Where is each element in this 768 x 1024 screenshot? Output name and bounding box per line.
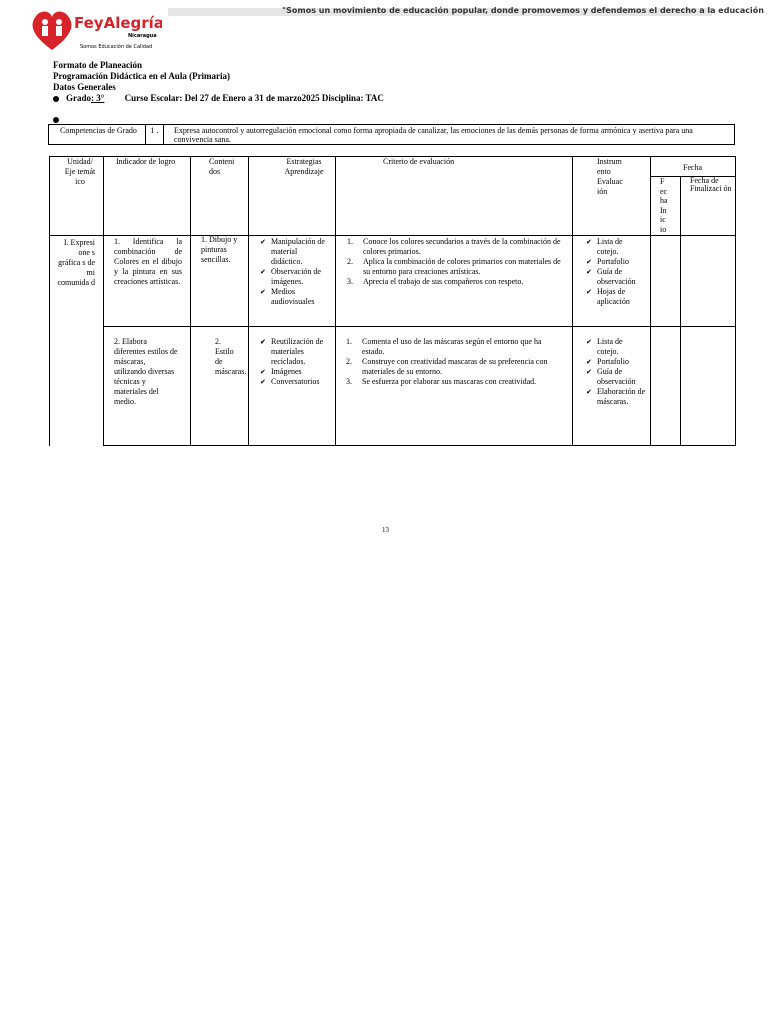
grado-line: Grado: 3° Curso Escolar: Del 27 de Enero a 31 de marzo2025 Disciplina: TAC	[53, 93, 384, 103]
header-unidad: Unidad/ Eje temát ico	[64, 157, 96, 186]
row2-instrumentos: ✔ Lista de cotejo. ✔ Portafolio ✔ Guía de observación ✔ Elaboración de máscaras.	[586, 337, 646, 407]
header-fecha: Fecha	[683, 163, 703, 172]
row1-estrategias: ✔ Manipulación de material didáctico. ✔ Observación de imágenes. ✔ Medios audiovisuales	[260, 237, 330, 307]
row1-contenido: 1. Dibujo y pinturas sencillas.	[201, 235, 238, 264]
row2-estrategias: ✔ Reutilización de materiales reciclados. ✔ Imágenes ✔ Conversatorios	[260, 337, 332, 387]
bullet-icon	[53, 96, 59, 102]
header-indicador: Indicador de logro	[116, 157, 176, 166]
competencia-label: Competencias de Grado	[49, 125, 146, 144]
row1-instrumentos: ✔ Lista de cotejo. ✔ Portafolio ✔ Guía de observación ✔ Hojas de aplicación	[586, 237, 646, 307]
curso-escolar: Curso Escolar: Del 27 de Enero a 31 de marzo2025 Disciplina: TAC	[124, 93, 384, 103]
slogan-text: "Somos un movimiento de educación popular, donde promovemos y defendemos el derecho a la educación	[282, 6, 764, 15]
unidad-text: I. Expresi one s gráfica s de mi comunida d	[57, 238, 95, 287]
competencia-number: 1 .	[146, 125, 164, 144]
row2-indicador: 2. Elabora diferentes estilos de máscaras, utilizando diversas técnicas y materiales del medio.	[114, 337, 178, 406]
doc-section-title: Datos Generales	[53, 82, 116, 92]
svg-text:Somos Educación de Calidad: Somos Educación de Calidad	[80, 44, 153, 50]
row1-criterios: 1. Conoce los colores secundarios a través de la combinación de colores primarios. 2. Aplica la combinación de colores primarios con materiales de su entorno para creaciones artísticas. 3. Aprecia el trabajo de sus compañeros con respeto.	[347, 237, 561, 286]
header-criterio: Criterio de evaluación	[383, 157, 455, 166]
header-contenidos: Conteni dos	[209, 157, 235, 176]
page-number: 13	[382, 526, 389, 534]
svg-text:Nicaragua: Nicaragua	[128, 33, 157, 39]
logo-wordmark: FeyAlegría	[74, 14, 162, 32]
doc-title: Formato de Planeación	[53, 60, 142, 70]
doc-subtitle: Programación Didáctica en el Aula (Primaria)	[53, 71, 231, 81]
header-instrumento: Instrum ento Evaluac ión	[597, 157, 623, 196]
header-estrategias: Estrategias Aprendizaje	[284, 157, 324, 176]
row2-contenido: 2. Estilo de máscaras.	[215, 337, 247, 376]
competencia-box	[48, 124, 735, 145]
header-fecha-inicio: F ec ha In ic io	[660, 177, 668, 234]
competencia-text: Expresa autocontrol y autorregulación emocional como forma apropiada de canalizar, las emociones de las demás personas de forma armónica y asertiva para una convivencia sana.	[174, 126, 693, 144]
planning-table	[49, 156, 736, 446]
fe-y-alegria-logo	[30, 4, 162, 54]
row2-criterios: 1. Comenta el uso de las máscaras según el entorno que ha estado. 2. Construye con creatividad mascaras de su preferencia con materiales de su entorno. 3. Se esfuerza por elaborar sus mascaras con creatividad.	[346, 337, 548, 386]
header-fecha-fin: Fecha de Finalizaci ón	[690, 176, 732, 193]
row1-indicador: 1. Identifica la combinación de Colores en el dibujo y la pintura en sus creaciones artísticas.	[114, 237, 182, 286]
